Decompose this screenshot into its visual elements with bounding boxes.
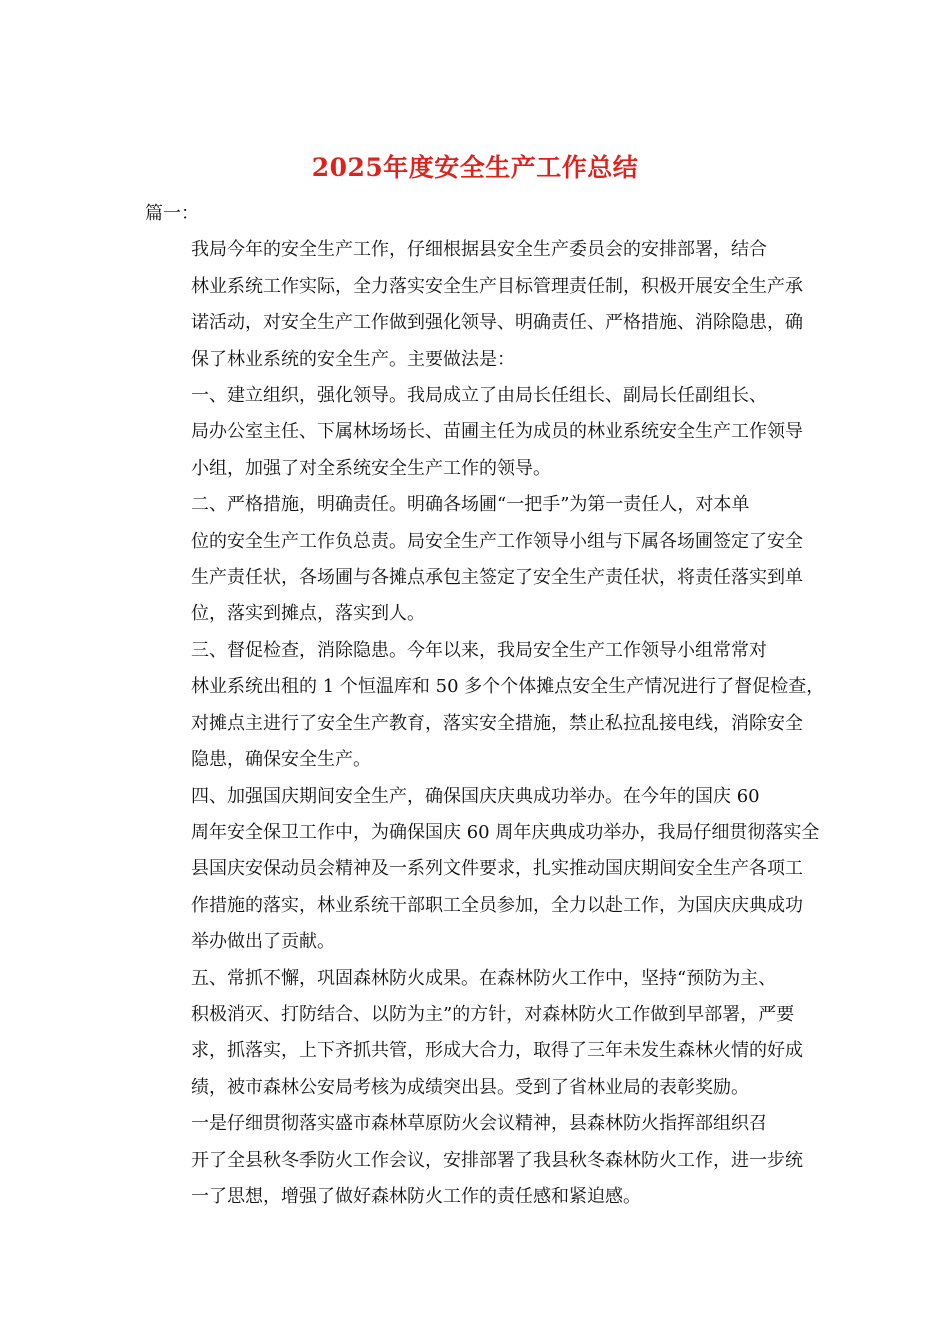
paragraph-line: 诺活动，对安全生产工作做到强化领导、明确责任、严格措施、消除隐患，确 (191, 312, 803, 334)
paragraph-line: 保了林业系统的安全生产。主要做法是： (191, 348, 515, 370)
paragraph-responsibility (145, 487, 815, 633)
paragraph-organization (145, 378, 815, 487)
paragraph-line: 隐患，确保安全生产。 (191, 749, 371, 771)
paragraph-line: 开了全县秋冬季防火工作会议，安排部署了我县秋冬森林防火工作，进一步统 (191, 1149, 803, 1171)
paragraph-line: 一、建立组织，强化领导。我局成立了由局长任组长、副局长任副组长、 (191, 385, 767, 407)
paragraph-national-day (145, 779, 820, 961)
paragraph-line: 四、加强国庆期间安全生产，确保国庆庆典成功举办。在今年的国庆 60 (191, 785, 760, 807)
section-label: 篇一： (145, 203, 199, 224)
document-body (145, 196, 825, 1215)
paragraph-line: 我局今年的安全生产工作，仔细根据县安全生产委员会的安排部署，结合 (191, 239, 767, 261)
paragraph-line: 五、常抓不懈，巩固森林防火成果。在森林防火工作中，坚持“预防为主、 (191, 967, 777, 989)
paragraph-line: 求，抓落实，上下齐抓共管，形成大合力，取得了三年未发生森林火情的好成 (191, 1040, 803, 1062)
paragraph-line: 局办公室主任、下属林场场长、苗圃主任为成员的林业系统安全生产工作领导 (191, 421, 803, 443)
paragraph-line: 位，落实到摊点，落实到人。 (191, 603, 425, 625)
paragraph-line: 三、督促检查，消除隐患。今年以来，我局安全生产工作领导小组常常对 (191, 639, 767, 661)
paragraph-line: 积极消灭、打防结合、以防为主”的方针，对森林防火工作做到早部署，严要 (191, 1003, 795, 1025)
paragraph-line: 生产责任状，各场圃与各摊点承包主签定了安全生产责任状，将责任落实到单 (191, 567, 803, 589)
paragraph-line: 林业系统工作实际，全力落实安全生产目标管理责任制，积极开展安全生产承 (191, 275, 803, 297)
paragraph-line: 位的安全生产工作负总责。局安全生产工作领导小组与下属各场圃签定了安全 (191, 530, 803, 552)
paragraph-line: 一是仔细贯彻落实盛市森林草原防火会议精神，县森林防火指挥部组织召 (191, 1113, 767, 1135)
document-title: 2025年度安全生产工作总结 (311, 153, 639, 182)
paragraph-inspection (145, 633, 825, 779)
paragraph-line: 小组，加强了对全系统安全生产工作的领导。 (191, 457, 551, 479)
paragraph-line: 对摊点主进行了安全生产教育，落实安全措施，禁止私拉乱接电线，消除安全 (191, 712, 803, 734)
paragraph-line: 县国庆安保动员会精神及一系列文件要求，扎实推动国庆期间安全生产各项工 (191, 858, 803, 880)
paragraph-line: 一了思想，增强了做好森林防火工作的责任感和紧迫感。 (191, 1185, 641, 1207)
paragraph-line: 举办做出了贡献。 (191, 931, 335, 953)
paragraph-fire-prevention (145, 961, 815, 1107)
paragraph-line: 作措施的落实，林业系统干部职工全员参加，全力以赴工作，为国庆庆典成功 (191, 894, 803, 916)
paragraph-fire-meeting (145, 1106, 815, 1215)
paragraph-line: 绩，被市森林公安局考核为成绩突出县。受到了省林业局的表彰奖励。 (191, 1076, 749, 1098)
paragraph-line: 二、严格措施，明确责任。明确各场圃“一把手”为第一责任人，对本单 (191, 494, 750, 516)
paragraph-line: 林业系统出租的 1 个恒温库和 50 多个个体摊点安全生产情况进行了督促检查， (191, 676, 825, 698)
paragraph-line: 周年安全保卫工作中，为确保国庆 60 周年庆典成功举办，我局仔细贯彻落实全 (191, 821, 820, 843)
paragraph-intro (145, 232, 815, 378)
